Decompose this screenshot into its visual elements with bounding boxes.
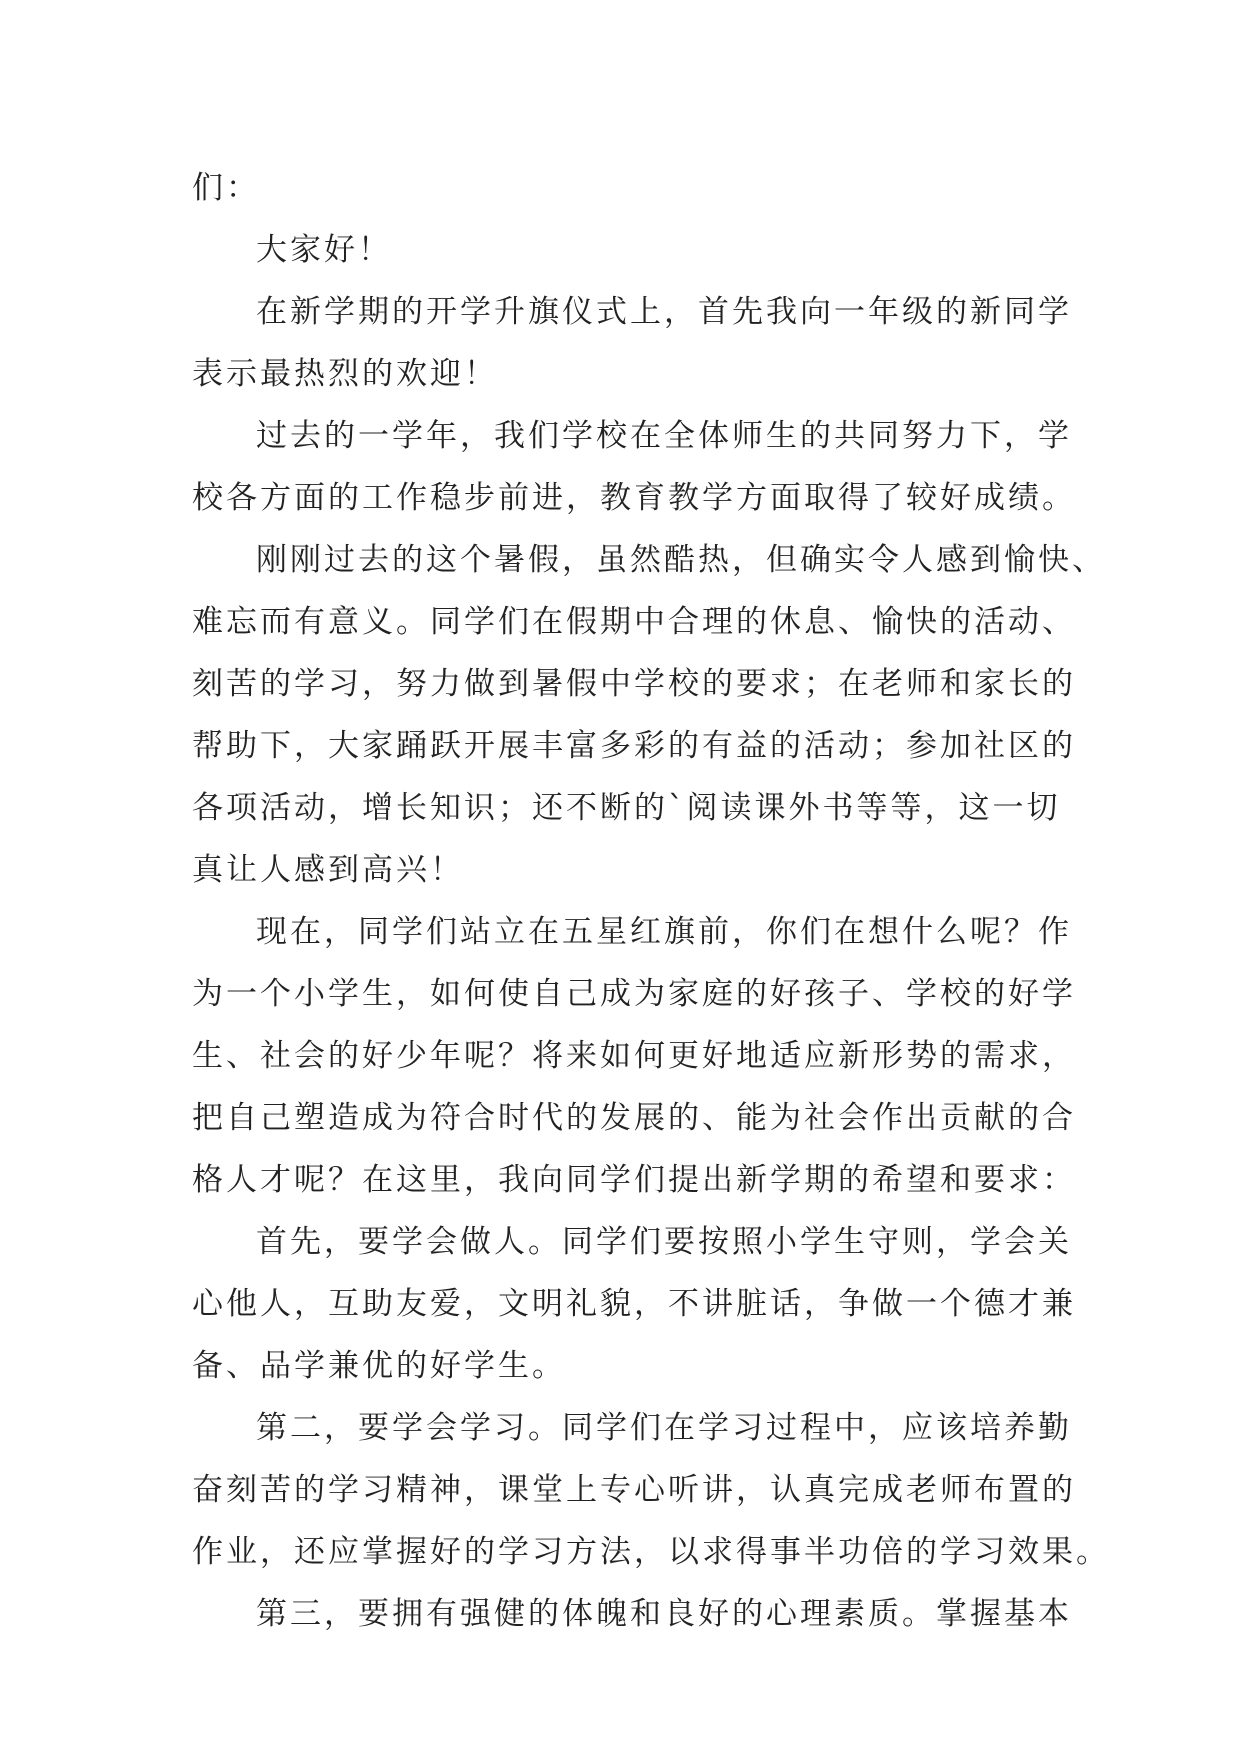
- text-line: 作业，还应掌握好的学习方法，以求得事半功倍的学习效果。: [192, 1534, 1110, 1570]
- text-line: 在新学期的开学升旗仪式上，首先我向一年级的新同学: [256, 294, 1072, 330]
- text-line: 现在，同学们站立在五星红旗前，你们在想什么呢？作: [256, 914, 1072, 950]
- text-line: 为一个小学生，如何使自己成为家庭的好孩子、学校的好学: [192, 976, 1076, 1012]
- text-line: 首先，要学会做人。同学们要按照小学生守则，学会关: [256, 1224, 1072, 1260]
- text-line: 刚刚过去的这个暑假，虽然酷热，但确实令人感到愉快、: [256, 542, 1106, 578]
- text-line: 过去的一学年，我们学校在全体师生的共同努力下，学: [256, 418, 1072, 454]
- text-line: 刻苦的学习，努力做到暑假中学校的要求；在老师和家长的: [192, 666, 1076, 702]
- text-line: 帮助下，大家踊跃开展丰富多彩的有益的活动；参加社区的: [192, 728, 1076, 764]
- text-line: 校各方面的工作稳步前进，教育教学方面取得了较好成绩。: [192, 480, 1076, 516]
- text-line: 奋刻苦的学习精神，课堂上专心听讲，认真完成老师布置的: [192, 1472, 1076, 1508]
- text-line: 第二，要学会学习。同学们在学习过程中，应该培养勤: [256, 1410, 1072, 1446]
- text-line: 备、品学兼优的好学生。: [192, 1348, 566, 1384]
- text-line: 真让人感到高兴！: [192, 852, 464, 888]
- text-line: 表示最热烈的欢迎！: [192, 356, 498, 392]
- text-line: 生、社会的好少年呢？将来如何更好地适应新形势的需求，: [192, 1038, 1076, 1074]
- text-line: 把自己塑造成为符合时代的发展的、能为社会作出贡献的合: [192, 1100, 1076, 1136]
- text-line: 第三，要拥有强健的体魄和良好的心理素质。掌握基本: [256, 1596, 1072, 1632]
- text-line: 各项活动，增长知识；还不断的`阅读课外书等等，这一切: [192, 790, 1061, 826]
- text-line: 难忘而有意义。同学们在假期中合理的休息、愉快的活动、: [192, 604, 1076, 640]
- text-line: 大家好！: [256, 232, 392, 268]
- speech-body-text: [192, 157, 1110, 1645]
- text-line: 们：: [192, 170, 260, 206]
- text-line: 格人才呢？在这里，我向同学们提出新学期的希望和要求：: [192, 1162, 1076, 1198]
- text-line: 心他人，互助友爱，文明礼貌，不讲脏话，争做一个德才兼: [192, 1286, 1076, 1322]
